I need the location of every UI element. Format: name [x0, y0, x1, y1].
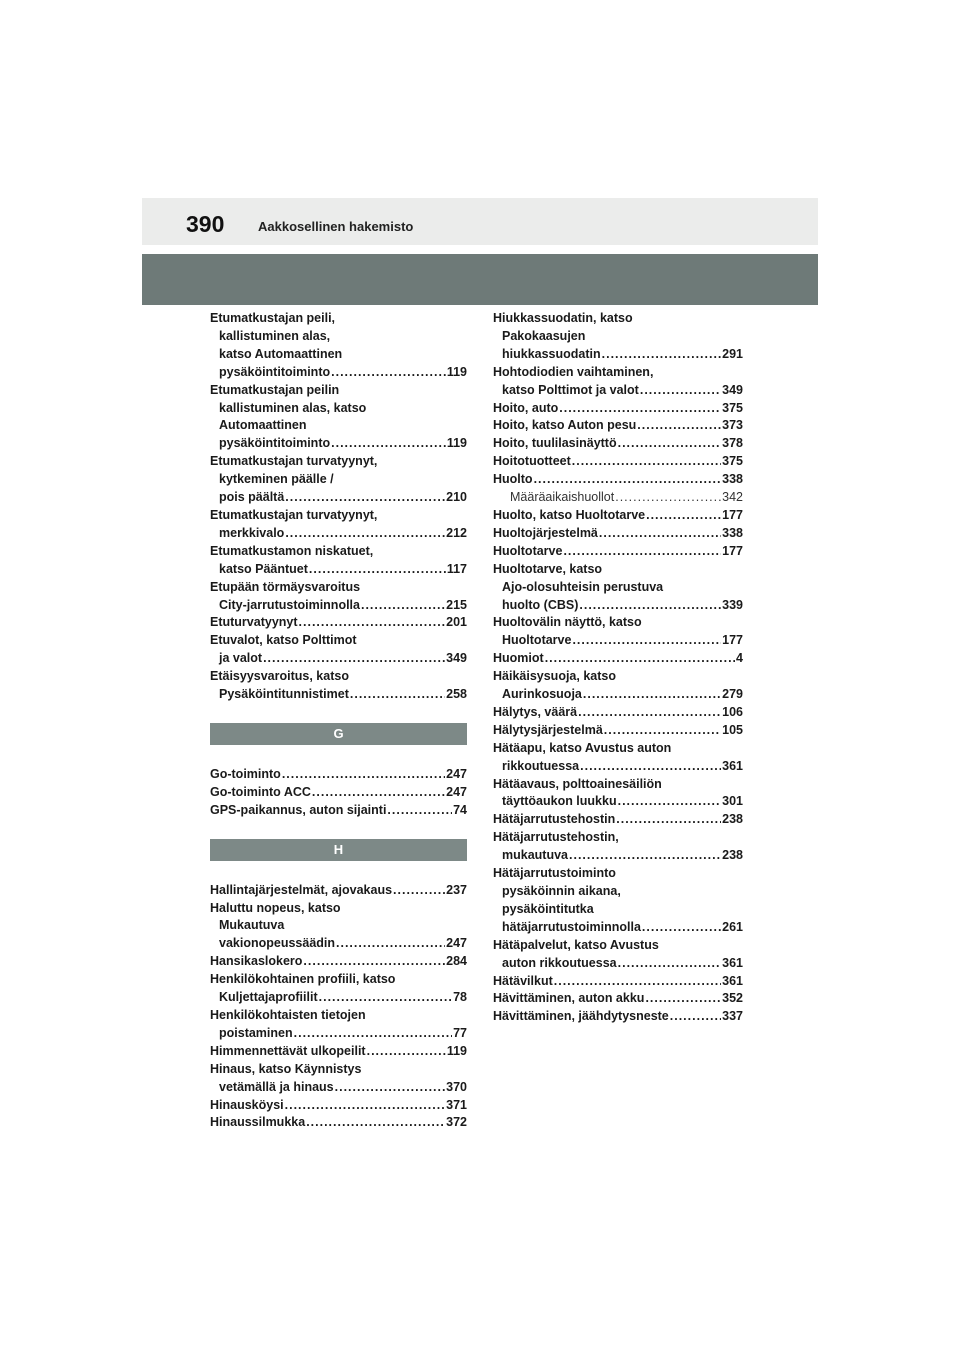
index-entry-term: täyttöaukon luukku — [502, 794, 617, 809]
dot-leader — [285, 489, 445, 507]
index-entry-line: Pakokaasujen — [502, 328, 586, 343]
letter-heading-h: H — [210, 839, 467, 861]
index-entry-term: Kuljettajaprofiilit — [219, 990, 318, 1005]
index-entry — [210, 614, 467, 632]
index-entry-line: Etumatkustajan turvatyynyt, — [210, 507, 378, 522]
index-entry-term: vetämällä ja hinaus — [219, 1079, 334, 1094]
page-reference: 261 — [722, 919, 743, 934]
index-entry-line: Hohtodiodien vaihtaminen, — [493, 364, 654, 379]
index-entry-term: Hätävilkut — [493, 973, 553, 988]
index-entry-line: Etuvalot, katso Polttimot — [210, 633, 357, 648]
index-entry-line: Henkilökohtaisten tietojen — [210, 1008, 366, 1022]
index-entry — [493, 310, 743, 364]
index-entry-term: hätäjarrutustoiminnolla — [502, 919, 641, 934]
page-reference: 370 — [446, 1079, 467, 1094]
index-entry — [210, 310, 467, 382]
page-reference: 119 — [446, 364, 467, 379]
index-entry — [210, 507, 467, 543]
index-entry — [210, 971, 467, 1007]
index-entry — [493, 453, 743, 471]
index-entry — [493, 471, 743, 489]
dot-leader — [569, 847, 721, 865]
page-reference: 349 — [446, 651, 467, 666]
index-entry-term: pysäköintitoiminto — [219, 436, 331, 451]
page-reference: 342 — [722, 490, 743, 505]
index-entry — [493, 400, 743, 418]
index-entry — [210, 382, 467, 454]
index-entry-line: Hätäavaus, polttoainesäiliön — [493, 776, 662, 791]
index-entry-line: kallistuminen alas, katso — [219, 400, 367, 415]
page-reference: 361 — [722, 758, 743, 773]
index-entry — [493, 668, 743, 704]
index-entry-term: Hävittäminen, auton akku — [493, 991, 645, 1006]
page-reference: 349 — [722, 382, 743, 397]
page-reference: 237 — [446, 882, 467, 897]
dot-leader — [285, 1097, 446, 1115]
index-entry-term: Etuturvatyynyt — [210, 615, 298, 630]
index-entry — [493, 364, 743, 400]
index-entry — [493, 937, 743, 973]
index-group-h-continued — [493, 310, 743, 1026]
dot-leader — [309, 561, 446, 579]
dot-leader — [361, 597, 445, 615]
index-entry-term: Hinausköysi — [210, 1097, 284, 1112]
index-entry-term: pysäköintitoiminto — [219, 364, 331, 379]
index-column-left — [210, 310, 467, 1132]
dot-leader — [350, 686, 445, 704]
index-entry-line: Hinaus, katso Käynnistys — [210, 1061, 362, 1076]
index-entry — [493, 740, 743, 776]
index-entry — [210, 766, 467, 784]
dot-leader — [615, 489, 721, 507]
index-entry-line: Huoltovälin näyttö, katso — [493, 615, 642, 630]
page-reference: 238 — [722, 812, 743, 827]
dot-leader — [282, 766, 445, 784]
index-entry-line: Hiukkassuodatin, katso — [493, 311, 633, 325]
index-entry — [210, 1043, 467, 1061]
index-entry-line: Hätäjarrutustoiminto — [493, 866, 616, 881]
dot-leader — [554, 973, 721, 991]
page-reference: 375 — [722, 454, 743, 469]
page-reference: 247 — [446, 766, 467, 781]
index-entry-line: Etumatkustamon niskatuet, — [210, 543, 374, 558]
dot-leader — [534, 471, 722, 489]
index-entry — [493, 435, 743, 453]
index-entry — [210, 953, 467, 971]
dot-leader — [285, 525, 445, 543]
page-reference: 177 — [722, 507, 743, 522]
index-entry — [493, 973, 743, 991]
dot-leader — [299, 614, 446, 632]
dot-leader — [393, 882, 445, 900]
dot-leader — [545, 650, 735, 668]
dot-leader — [618, 955, 722, 973]
index-entry-line: kallistuminen alas, — [219, 328, 331, 343]
index-entry — [210, 900, 467, 954]
dot-leader — [637, 417, 721, 435]
index-entry-term: Huolto, katso Huoltotarve — [493, 507, 646, 522]
index-group-h — [210, 882, 467, 1133]
index-entry — [493, 776, 743, 812]
index-entry-term: Huoltotarve — [493, 543, 563, 558]
dot-leader — [319, 989, 452, 1007]
index-entry — [493, 829, 743, 865]
dot-leader — [331, 435, 446, 453]
index-entry-line: Automaattinen — [219, 418, 307, 433]
index-entry-term: Huoltojärjestelmä — [493, 525, 598, 540]
dot-leader — [670, 1008, 721, 1026]
page-reference: 338 — [722, 472, 743, 487]
dot-leader — [618, 435, 722, 453]
index-entry — [210, 882, 467, 900]
index-entry-term: Hansikaslokero — [210, 954, 303, 969]
index-entry — [210, 668, 467, 704]
page-reference: 291 — [722, 346, 743, 361]
index-entry-term: City-jarrutustoiminnolla — [219, 597, 360, 612]
page-reference: 301 — [722, 794, 743, 809]
index-entry-term: Hälytysjärjestelmä — [493, 722, 603, 737]
index-entry — [493, 489, 743, 507]
dot-leader — [579, 597, 721, 615]
index-entry-line: Etumatkustajan turvatyynyt, — [210, 454, 378, 469]
page-reference: 284 — [446, 954, 467, 969]
index-entry-line: kytkeminen päälle / — [219, 472, 334, 487]
page-reference: 212 — [446, 525, 467, 540]
header-bar — [142, 198, 818, 245]
index-entry-term: Pysäköintitunnistimet — [219, 687, 349, 702]
index-entry-term: mukautuva — [502, 848, 568, 863]
index-entry-term: Hävittäminen, jäähdytysneste — [493, 1009, 669, 1024]
page-reference: 4 — [736, 651, 743, 666]
index-entry — [210, 632, 467, 668]
page-number: 390 — [186, 211, 225, 237]
index-entry-term: Huoltotarve — [502, 633, 572, 648]
index-entry-term: Himmennettävät ulkopeilit — [210, 1043, 366, 1058]
page-reference: 247 — [446, 784, 467, 799]
index-entry-line: Etäisyysvaroitus, katso — [210, 669, 349, 684]
index-entry-term: Go-toiminto — [210, 766, 281, 781]
index-entry — [493, 417, 743, 435]
index-entry-term: katso Pääntuet — [219, 561, 308, 576]
index-entry-term: pois päältä — [219, 490, 285, 505]
page-reference: 375 — [722, 400, 743, 415]
index-entry — [493, 1008, 743, 1026]
dot-leader — [559, 400, 721, 418]
page-reference: 371 — [446, 1097, 467, 1112]
dot-leader — [572, 632, 721, 650]
index-entry — [493, 525, 743, 543]
page-reference: 361 — [722, 973, 743, 988]
index-entry-term: huolto (CBS) — [502, 597, 579, 612]
index-entry — [210, 1007, 467, 1043]
page-reference: 258 — [446, 687, 467, 702]
index-entry — [493, 704, 743, 722]
index-entry-line: Ajo-olosuhteisin perustuva — [502, 579, 664, 594]
index-entry — [210, 784, 467, 802]
header-band — [142, 254, 818, 305]
index-entry-term: hiukkassuodatin — [502, 346, 601, 361]
index-group-e — [210, 310, 467, 704]
page-reference: 372 — [446, 1115, 467, 1130]
dot-leader — [646, 507, 721, 525]
index-entry-term: Aurinkosuoja — [502, 687, 582, 702]
dot-leader — [640, 382, 721, 400]
index-entry-line: Etumatkustajan peili, — [210, 311, 336, 325]
index-entry-term: rikkoutuessa — [502, 758, 580, 773]
index-entry — [210, 802, 467, 820]
page-reference: 74 — [453, 802, 467, 817]
index-entry — [493, 507, 743, 525]
index-entry-term: Hoito, auto — [493, 400, 559, 415]
index-entry-line: Huoltotarve, katso — [493, 561, 603, 576]
dot-leader — [331, 364, 446, 382]
index-entry — [210, 1061, 467, 1097]
index-entry — [493, 614, 743, 650]
index-entry-term: Huomiot — [493, 651, 544, 666]
index-entry-term: ja valot — [219, 651, 263, 666]
dot-leader — [335, 1079, 446, 1097]
index-entry — [493, 543, 743, 561]
dot-leader — [336, 935, 445, 953]
index-entry-line: pysäköinnin aikana, — [502, 884, 621, 898]
page-reference: 247 — [446, 936, 467, 951]
index-entry-term: Määräaikaishuollot — [510, 490, 615, 505]
page-reference: 373 — [722, 418, 743, 433]
index-entry — [493, 990, 743, 1008]
page-reference: 361 — [722, 955, 743, 970]
index-entry — [210, 543, 467, 579]
index-entry — [210, 453, 467, 507]
index-entry-line: katso Automaattinen — [219, 346, 343, 361]
dot-leader — [580, 758, 721, 776]
index-entry — [493, 650, 743, 668]
index-entry — [210, 1114, 467, 1132]
dot-leader — [642, 919, 721, 937]
index-entry-term: Hallintajärjestelmät, ajovakaus — [210, 882, 393, 897]
index-entry — [493, 811, 743, 829]
page-reference: 119 — [446, 1043, 467, 1058]
dot-leader — [263, 650, 445, 668]
index-entry-line: Mukautuva — [219, 918, 285, 933]
page-reference: 238 — [722, 848, 743, 863]
page-reference: 117 — [446, 561, 467, 576]
index-entry-term: Go-toiminto ACC — [210, 784, 311, 799]
index-entry-term: Hoito, tuulilasinäyttö — [493, 436, 617, 451]
dot-leader — [294, 1025, 452, 1043]
dot-leader — [616, 811, 721, 829]
page-reference: 119 — [446, 436, 467, 451]
index-entry — [493, 865, 743, 937]
index-entry — [493, 722, 743, 740]
index-entry-term: merkkivalo — [219, 525, 285, 540]
letter-heading-g: G — [210, 723, 467, 745]
page-reference: 78 — [453, 990, 467, 1005]
page-reference: 215 — [446, 597, 467, 612]
index-entry-line: Häikäisysuoja, katso — [493, 669, 616, 684]
index-entry-line: pysäköintitutka — [502, 901, 594, 916]
page-reference: 177 — [722, 543, 743, 558]
page-reference: 177 — [722, 633, 743, 648]
dot-leader — [572, 453, 721, 471]
index-entry-line: Etupään törmäysvaroitus — [210, 579, 361, 594]
dot-leader — [602, 346, 722, 364]
dot-leader — [645, 990, 721, 1008]
page-reference: 378 — [722, 436, 743, 451]
dot-leader — [578, 704, 721, 722]
index-entry — [210, 579, 467, 615]
page-reference: 201 — [446, 615, 467, 630]
index-entry-term: Huolto — [493, 472, 533, 487]
dot-leader — [367, 1043, 446, 1061]
index-entry-term: GPS-paikannus, auton sijainti — [210, 802, 387, 817]
page-reference: 339 — [722, 597, 743, 612]
page-reference: 279 — [722, 687, 743, 702]
index-entry-term: Hälytys, väärä — [493, 704, 578, 719]
page-reference: 105 — [722, 722, 743, 737]
index-group-g — [210, 766, 467, 820]
index-entry-term: poistaminen — [219, 1025, 293, 1040]
index-column-right — [493, 310, 743, 1026]
index-entry-term: Hoitotuotteet — [493, 454, 571, 469]
index-entry-term: katso Polttimot ja valot — [502, 382, 639, 397]
index-entry — [493, 561, 743, 615]
index-entry-line: Haluttu nopeus, katso — [210, 900, 341, 915]
page-reference: 210 — [446, 490, 467, 505]
dot-leader — [563, 543, 721, 561]
index-entry-line: Henkilökohtainen profiili, katso — [210, 972, 396, 987]
index-entry-line: Hätäapu, katso Avustus auton — [493, 740, 672, 755]
index-entry-term: auton rikkoutuessa — [502, 955, 617, 970]
page-reference: 337 — [722, 1009, 743, 1024]
index-entry-term: Hinaussilmukka — [210, 1115, 306, 1130]
index-entry-line: Etumatkustajan peilin — [210, 382, 340, 397]
dot-leader — [312, 784, 445, 802]
page-reference: 352 — [722, 991, 743, 1006]
page-reference: 77 — [453, 1025, 467, 1040]
page-reference: 106 — [722, 704, 743, 719]
index-entry-term: vakionopeussäädin — [219, 936, 336, 951]
index-entry — [210, 1097, 467, 1115]
dot-leader — [306, 1114, 445, 1132]
dot-leader — [618, 793, 722, 811]
page-reference: 338 — [722, 525, 743, 540]
dot-leader — [303, 953, 445, 971]
index-entry-term: Hätäjarrutustehostin — [493, 812, 616, 827]
section-title: Aakkosellinen hakemisto — [258, 219, 414, 234]
dot-leader — [599, 525, 721, 543]
index-entry-line: Hätäjarrutustehostin, — [493, 830, 619, 845]
dot-leader — [604, 722, 721, 740]
dot-leader — [387, 802, 452, 820]
index-entry-term: Hoito, katso Auton pesu — [493, 418, 637, 433]
dot-leader — [583, 686, 721, 704]
index-entry-line: Hätäpalvelut, katso Avustus — [493, 937, 659, 952]
